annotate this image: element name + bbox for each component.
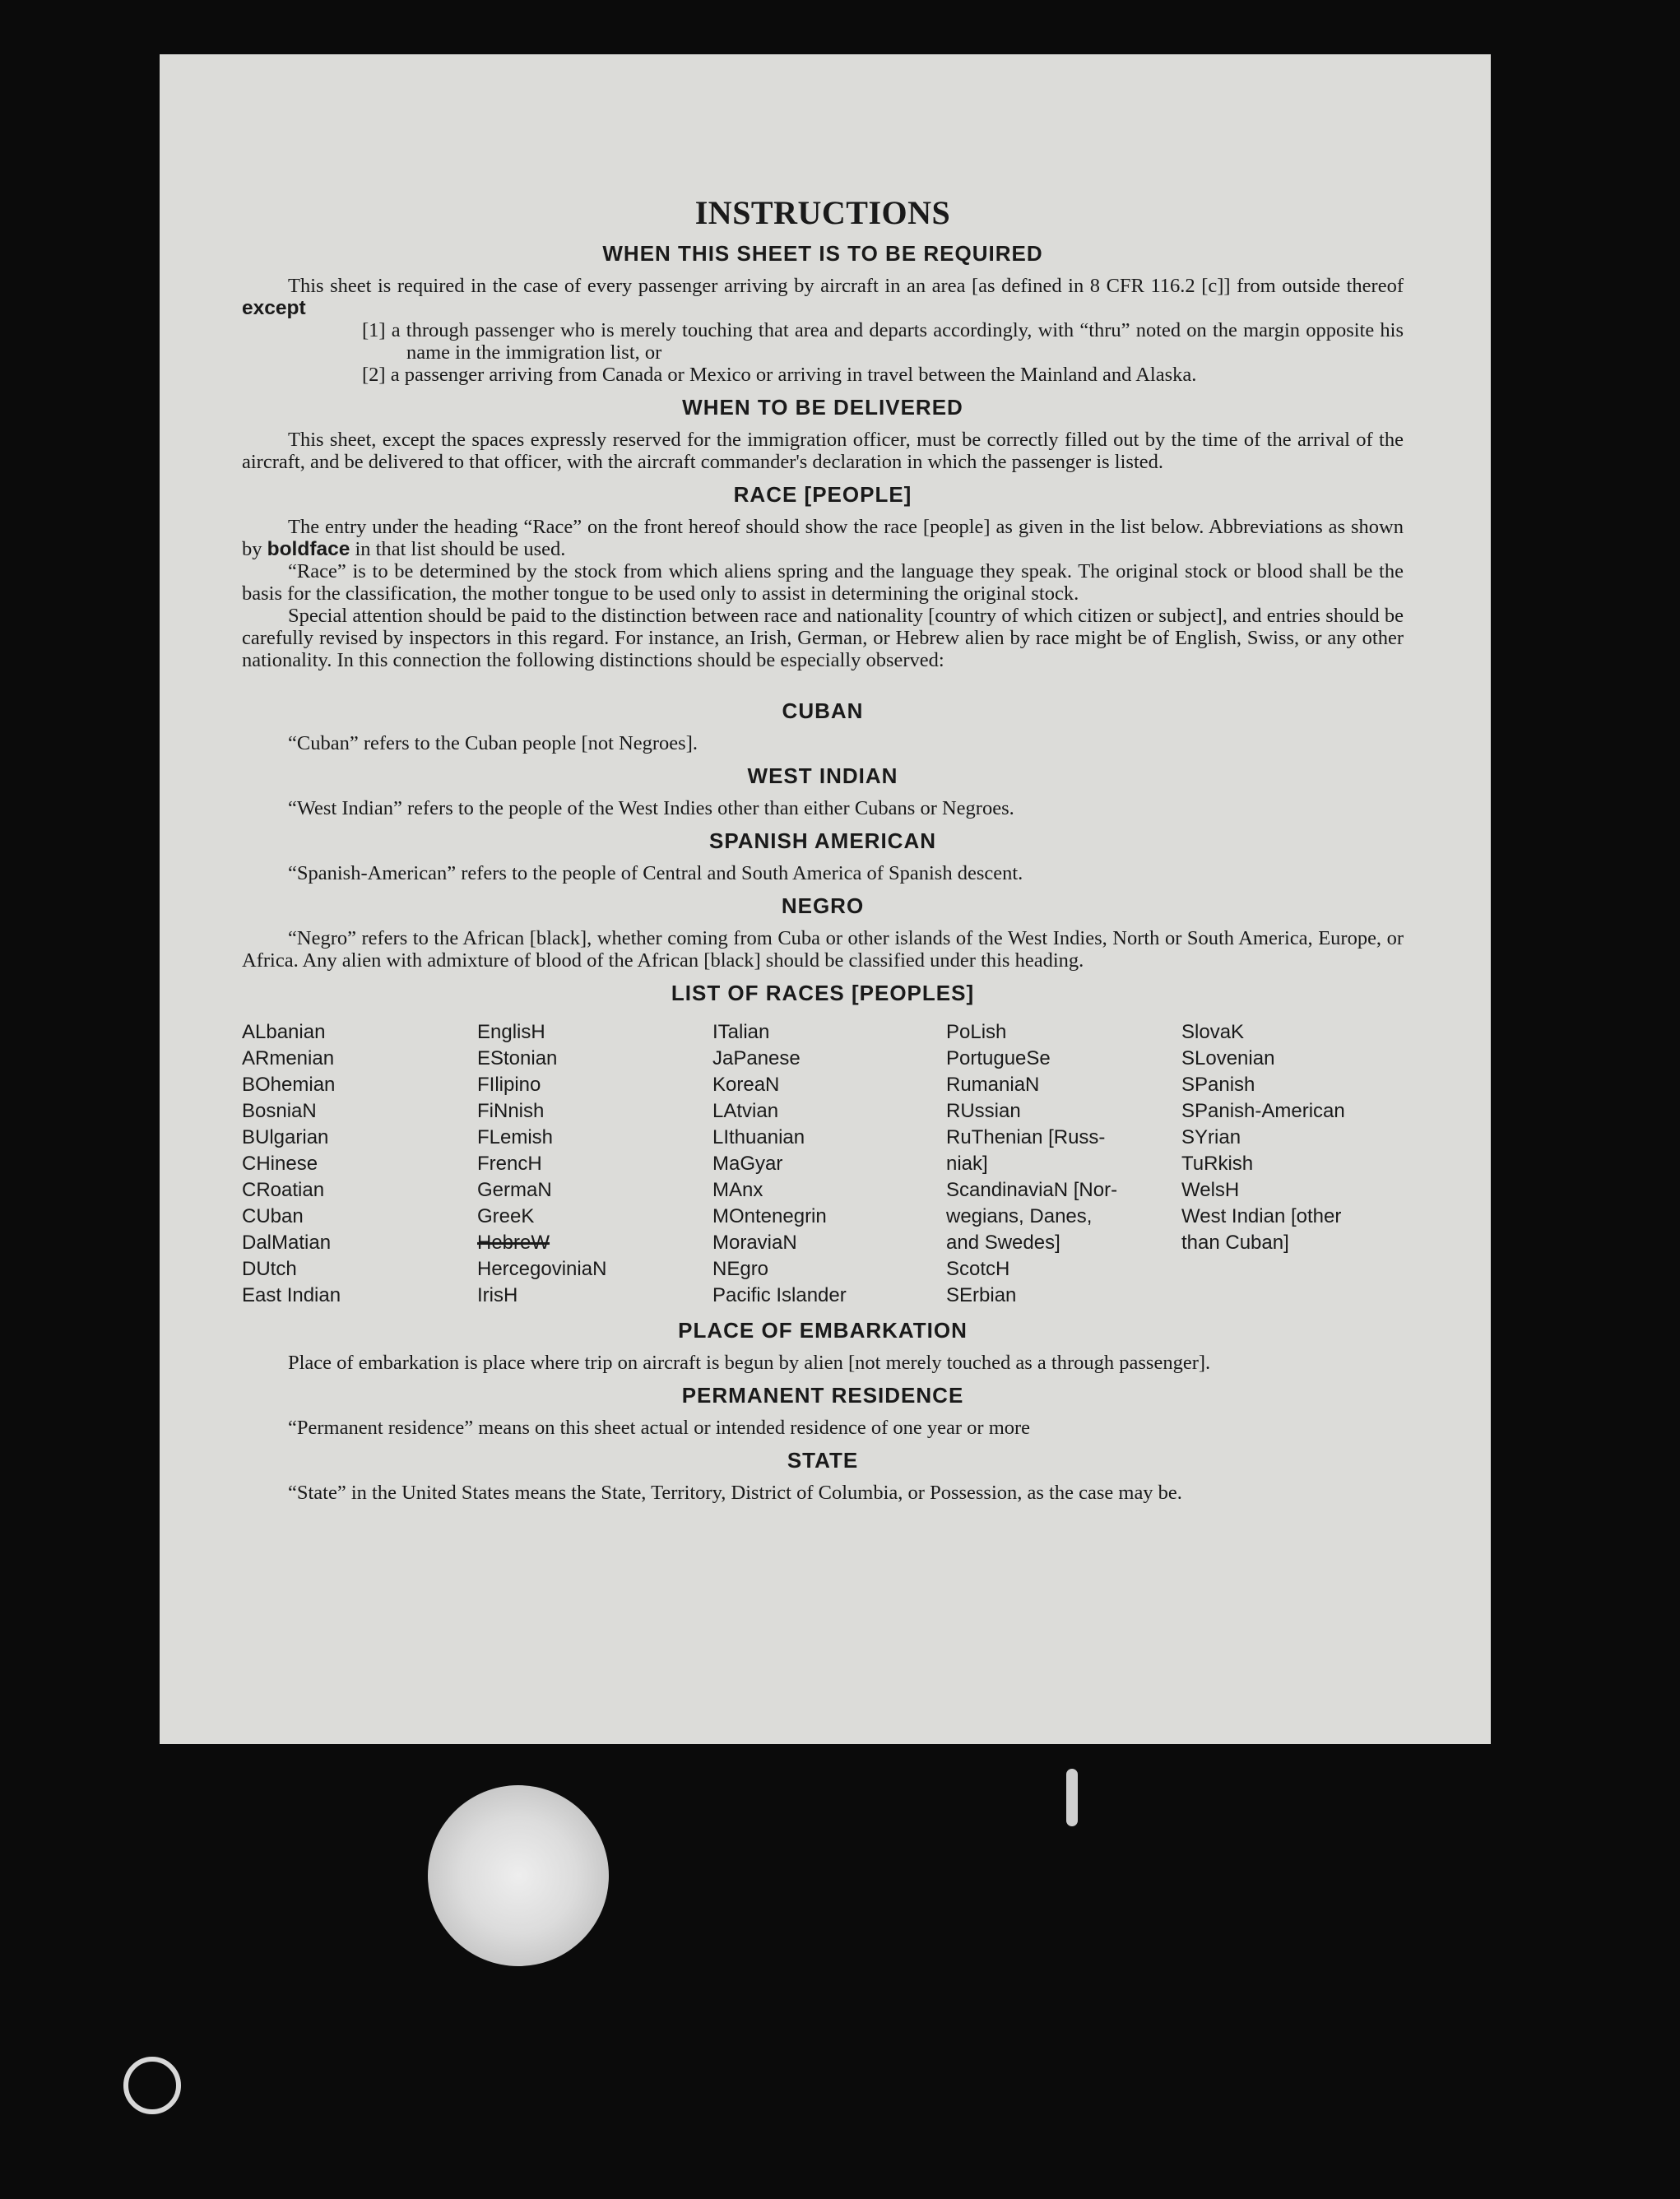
race-entry: MaGyar: [712, 1153, 783, 1175]
race-entry: LIthuanian: [712, 1126, 805, 1148]
heading-spanish-american: SPANISH AMERICAN: [708, 828, 936, 853]
required-except: except: [242, 297, 306, 319]
required-item-1: [1] a through passenger who is merely touching that area and departs accordingly, with “thru” noted on the margin opposite his name in the immigration list, or: [362, 319, 1404, 364]
page-title: INSTRUCTIONS: [694, 194, 951, 231]
race-entry: SLovenian: [1181, 1047, 1275, 1069]
race-entry: TuRkish: [1181, 1153, 1254, 1175]
race-entry: FrencH: [477, 1153, 542, 1175]
race-entry: CUban: [242, 1205, 304, 1227]
race-entry: IrisH: [477, 1284, 518, 1306]
race-entry: BOhemian: [242, 1074, 336, 1096]
spanish-american-text: “Spanish-American” refers to the people of Central and South America of Spanish descent.: [288, 862, 1023, 884]
races-column-4: [946, 1019, 1181, 1309]
race-entry: CHinese: [242, 1153, 318, 1175]
race-p1-text: The entry under the heading “Race” on the front hereof should show the race [people] as given in the list below. Abbreviations as shown by: [242, 516, 1404, 560]
race-entry: ScotcH: [946, 1258, 1010, 1280]
race-entry: SPanish-American: [1181, 1100, 1345, 1122]
negro-text: “Negro” refers to the African [black], whether coming from Cuba or other islands of the West Indies, North or South America, Europe, or Africa. Any alien with admixture of blood of the African [black] should be classified under this heading.: [242, 927, 1404, 972]
race-entry: FIlipino: [477, 1074, 541, 1096]
race-entry: MoraviaN: [712, 1232, 797, 1254]
race-entry: PoLish: [946, 1021, 1007, 1043]
required-intro: [242, 275, 1404, 319]
race-entry: HercegoviniaN: [477, 1258, 607, 1280]
race-entry: GermaN: [477, 1179, 552, 1201]
race-entry-struck: HebreW: [477, 1232, 550, 1254]
west-indian-text: “West Indian” refers to the people of the West Indies other than either Cubans or Negroes.: [288, 797, 1014, 819]
race-entry: RumaniaN: [946, 1074, 1040, 1096]
race-entry: JaPanese: [712, 1047, 801, 1069]
race-entry: BosniaN: [242, 1100, 317, 1122]
paper-mark: [1066, 1769, 1078, 1826]
race-entry: Pacific Islander: [712, 1284, 847, 1306]
cuban-text: “Cuban” refers to the Cuban people [not Negroes].: [288, 732, 698, 754]
required-intro-text: This sheet is required in the case of every passenger arriving by aircraft in an area [as defined in 8 CFR 116.2 [c]] from outside thereof: [288, 275, 1404, 297]
paper-stain: [428, 1785, 609, 1966]
heading-embarkation: PLACE OF EMBARKATION: [678, 1318, 968, 1343]
heading-permanent-residence: PERMANENT RESIDENCE: [681, 1383, 964, 1408]
race-entry: NEgro: [712, 1258, 769, 1280]
heading-required: WHEN THIS SHEET IS TO BE REQUIRED: [602, 241, 1043, 266]
race-p1-boldface: boldface: [267, 538, 350, 560]
heading-negro: NEGRO: [781, 893, 865, 918]
race-entry: ALbanian: [242, 1021, 326, 1043]
required-item-2: [2] a passenger arriving from Canada or Mexico or arriving in travel between the Mainland and Alaska.: [362, 364, 1197, 386]
race-entry: CRoatian: [242, 1179, 325, 1201]
race-entry: MOntenegrin: [712, 1205, 827, 1227]
race-entry: SlovaK: [1181, 1021, 1245, 1043]
race-entry: DalMatian: [242, 1232, 332, 1254]
races-list: [242, 1019, 1404, 1309]
race-entry: FiNnish: [477, 1100, 545, 1122]
heading-state: STATE: [787, 1448, 859, 1473]
race-entry: East Indian: [242, 1284, 341, 1306]
race-entry: FLemish: [477, 1126, 554, 1148]
race-entry: PortugueSe: [946, 1047, 1051, 1069]
heading-west-indian: WEST INDIAN: [747, 763, 898, 788]
race-entry: EStonian: [477, 1047, 558, 1069]
race-entry: ARmenian: [242, 1047, 335, 1069]
race-entry: GreeK: [477, 1205, 535, 1227]
race-p1-text-end: in that list should be used.: [355, 538, 566, 560]
race-entry: DUtch: [242, 1258, 297, 1280]
delivered-text: This sheet, except the spaces expressly reserved for the immigration officer, must be correctly filled out by the time of the arrival of the aircraft, and be delivered to that officer, with the aircraft commander's declaration in which the passenger is listed.: [242, 429, 1404, 473]
race-entry: SPanish: [1181, 1074, 1255, 1096]
race-entry: West Indian [other than Cuban]: [1181, 1205, 1342, 1254]
instruction-sheet: [160, 54, 1491, 1744]
race-entry: KoreaN: [712, 1074, 780, 1096]
race-paragraph-2: “Race” is to be determined by the stock from which aliens spring and the language they speak. The original stock or blood shall be the basis for the classification, the mother tongue to be used only to assist in determining the original stock.: [242, 560, 1404, 605]
race-paragraph-1: [242, 516, 1404, 560]
race-entry: EnglisH: [477, 1021, 545, 1043]
state-text: “State” in the United States means the State, Territory, District of Columbia, or Possession, as the case may be.: [288, 1482, 1182, 1504]
embarkation-text: Place of embarkation is place where trip on aircraft is begun by alien [not merely touched as a through passenger].: [288, 1352, 1211, 1374]
race-entry: SYrian: [1181, 1126, 1241, 1148]
race-entry: MAnx: [712, 1179, 763, 1201]
permanent-residence-text: “Permanent residence” means on this sheet actual or intended residence of one year or more: [288, 1417, 1031, 1439]
heading-race: RACE [PEOPLE]: [733, 482, 912, 507]
race-entry: ScandinaviaN [Nor- wegians, Danes, and Swedes]: [946, 1179, 1118, 1254]
race-entry: WelsH: [1181, 1179, 1240, 1201]
races-column-2: [477, 1019, 712, 1309]
races-column-5: [1181, 1019, 1404, 1309]
heading-cuban: CUBAN: [782, 698, 864, 723]
races-column-3: [712, 1019, 946, 1309]
heading-list-of-races: LIST OF RACES [PEOPLES]: [671, 981, 975, 1005]
races-column-1: [242, 1019, 477, 1309]
paper-stain-small: [123, 2057, 181, 2114]
race-entry: LAtvian: [712, 1100, 779, 1122]
heading-delivered: WHEN TO BE DELIVERED: [682, 395, 963, 420]
race-entry: RUssian: [946, 1100, 1021, 1122]
race-entry: ITalian: [712, 1021, 770, 1043]
race-entry: SErbian: [946, 1284, 1017, 1306]
race-entry: BUlgarian: [242, 1126, 329, 1148]
race-paragraph-3: Special attention should be paid to the distinction between race and nationality [country of which citizen or subject], and entries should be carefully revised by inspectors in this regard. For instance, an Irish, German, or Hebrew alien by race might be of English, Swiss, or any other nationality. In this connection the following distinctions should be especially observed:: [242, 605, 1404, 671]
race-entry: RuThenian [Russ- niak]: [946, 1126, 1106, 1175]
